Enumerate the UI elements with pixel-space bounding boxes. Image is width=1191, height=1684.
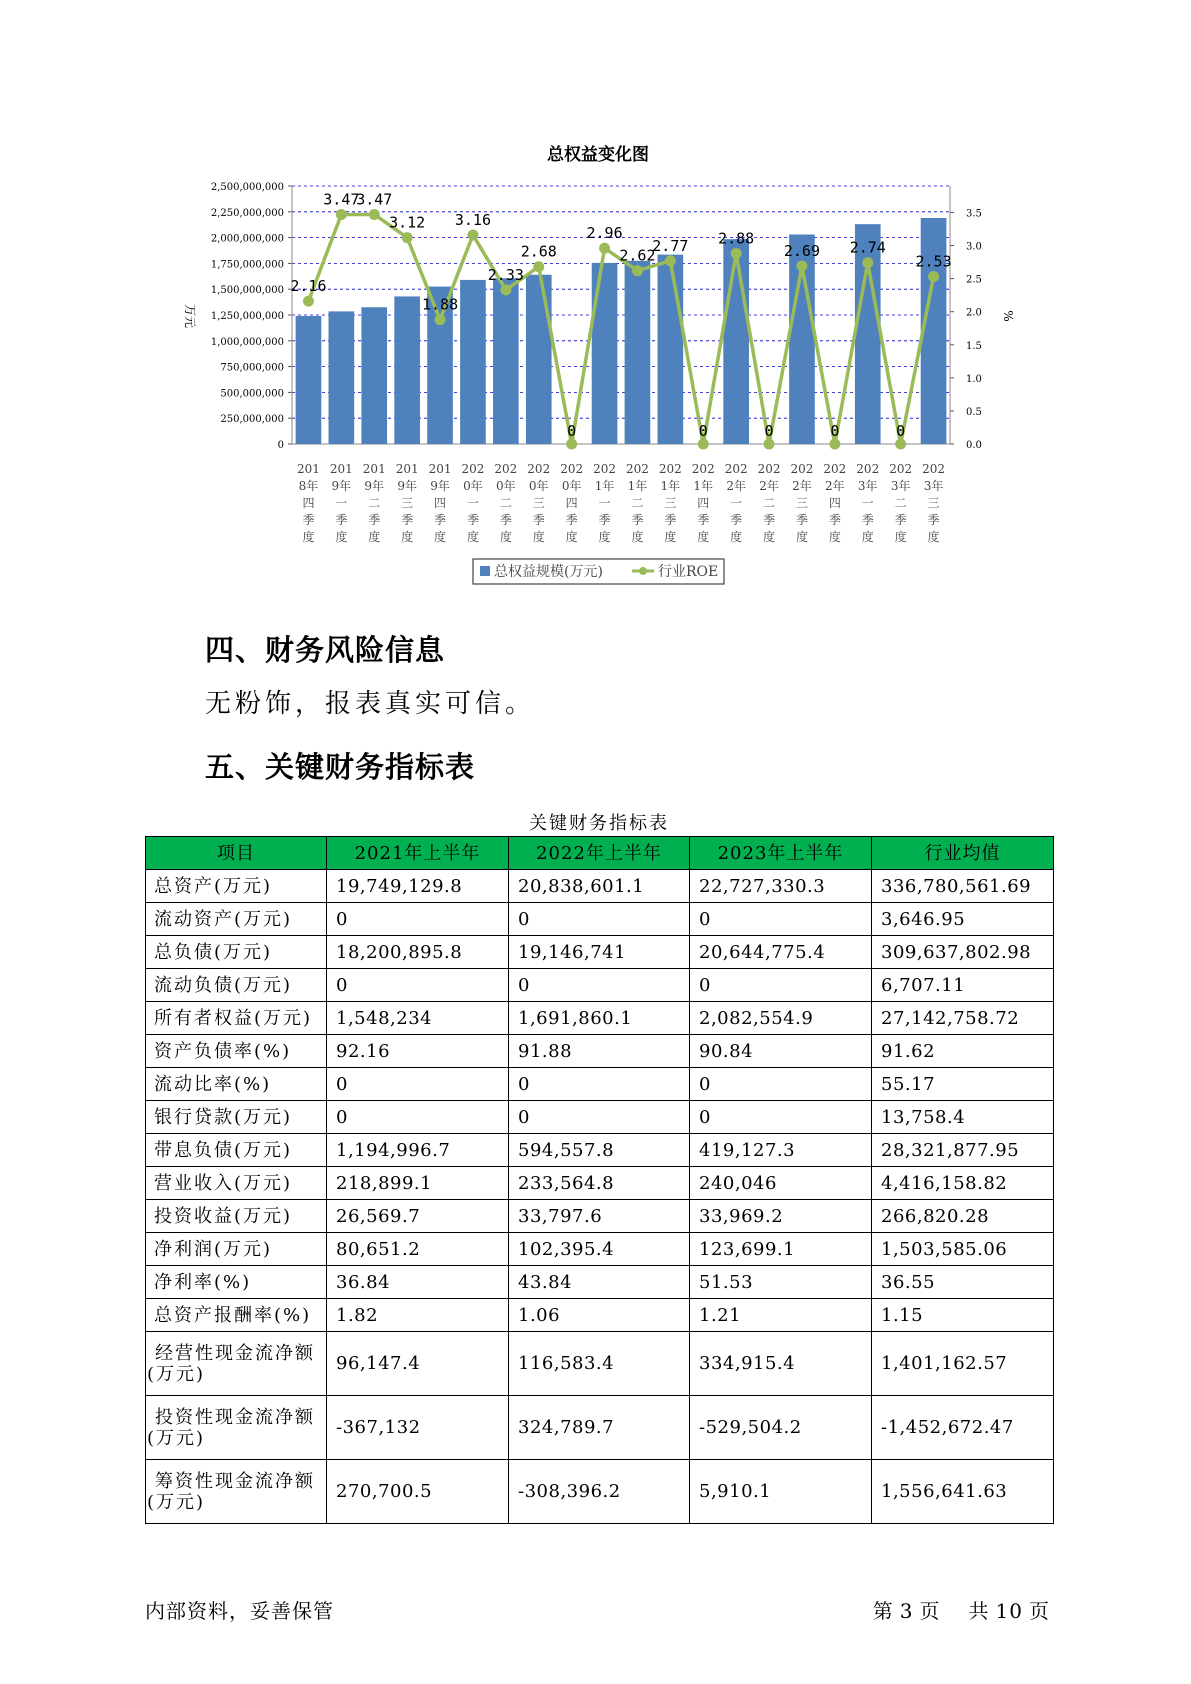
x-tick-label: 202 3年二季度 <box>889 462 913 544</box>
x-tick-label: 202 0年三季度 <box>527 462 551 544</box>
table-cell: 22,727,330.3 <box>690 870 872 903</box>
row-label: 流动资产(万元) <box>146 903 327 936</box>
y-tick-label: 1,750,000,000 <box>210 259 284 271</box>
y-tick-label: 1,250,000,000 <box>210 311 284 322</box>
table-cell: 13,758.4 <box>872 1101 1054 1134</box>
roe-point <box>731 248 742 259</box>
table-cell: 324,789.7 <box>509 1396 690 1460</box>
table-cell: 43.84 <box>509 1266 690 1299</box>
table-row <box>146 1396 1054 1460</box>
table-cell: -529,504.2 <box>690 1396 872 1460</box>
x-tick-label: 202 1年三季度 <box>658 462 682 544</box>
roe-point <box>500 284 511 295</box>
table-cell: 80,651.2 <box>327 1233 509 1266</box>
page-prefix: 第 <box>872 1599 894 1623</box>
row-label: 带息负债(万元) <box>146 1134 327 1167</box>
x-tick-label: 201 9年二季度 <box>362 462 386 544</box>
row-label: 净利率(%) <box>146 1266 327 1299</box>
total-prefix: 共 <box>968 1599 990 1623</box>
roe-data-label: 2.96 <box>586 224 623 243</box>
table-cell: 91.62 <box>872 1035 1054 1068</box>
roe-data-label: 0 <box>896 422 906 440</box>
table-cell: 1,548,234 <box>327 1002 509 1035</box>
table-cell: 1.06 <box>509 1299 690 1332</box>
table-cell: 0 <box>690 969 872 1002</box>
table-caption: 关键财务指标表 <box>529 813 669 834</box>
roe-point <box>632 265 643 276</box>
table-cell: 90.84 <box>690 1035 872 1068</box>
roe-point <box>402 232 413 243</box>
key-financial-indicators-table <box>145 836 1054 1524</box>
page-suffix: 页 <box>919 1599 941 1623</box>
legend-line-label: 行业ROE <box>658 564 719 580</box>
roe-point <box>369 209 380 220</box>
y-tick-label: 1,500,000,000 <box>210 285 284 297</box>
table-row <box>146 1299 1054 1332</box>
table-cell: 266,820.28 <box>872 1200 1054 1233</box>
y2-tick-label: 1.0 <box>966 373 982 385</box>
table-cell: 20,644,775.4 <box>690 936 872 969</box>
table-cell: 594,557.8 <box>509 1134 690 1167</box>
y2-tick-label: 0.0 <box>966 440 982 451</box>
roe-data-label: 1.88 <box>421 295 459 314</box>
table-cell: 1.15 <box>872 1299 1054 1332</box>
table-cell: 309,637,802.98 <box>872 936 1054 969</box>
bar <box>526 275 552 444</box>
table-cell: 270,700.5 <box>327 1460 509 1524</box>
x-tick-label: 201 9年四季度 <box>428 462 452 544</box>
table-cell: -367,132 <box>327 1396 509 1460</box>
table-cell: 334,915.4 <box>690 1332 872 1396</box>
roe-point <box>764 439 775 450</box>
roe-point <box>533 261 544 272</box>
header-2022h1: 2022年上半年 <box>509 837 690 870</box>
table-cell: 28,321,877.95 <box>872 1134 1054 1167</box>
table-cell: 336,780,561.69 <box>872 870 1054 903</box>
y-tick-label: 2,000,000,000 <box>210 233 284 245</box>
row-label: 总负债(万元) <box>146 936 327 969</box>
roe-data-label: 0 <box>698 422 708 440</box>
roe-point <box>599 243 610 254</box>
header-industry-avg: 行业均值 <box>872 837 1054 870</box>
table-cell: 19,749,129.8 <box>327 870 509 903</box>
header-2021h1: 2021年上半年 <box>327 837 509 870</box>
row-label: 营业收入(万元) <box>146 1167 327 1200</box>
table-cell: 19,146,741 <box>509 936 690 969</box>
table-cell: 1.21 <box>690 1299 872 1332</box>
y-tick-label: 2,250,000,000 <box>210 207 284 219</box>
y2-tick-label: 3.5 <box>966 208 982 220</box>
kfi-section-heading: 五、关键财务指标表 <box>205 750 476 784</box>
footer-page-indicator <box>870 1595 1053 1624</box>
table-cell: 0 <box>509 1068 690 1101</box>
x-tick-label: 202 0年四季度 <box>560 462 584 544</box>
table-cell: 91.88 <box>509 1035 690 1068</box>
row-label: 筹资性现金流净额(万元) <box>146 1460 327 1524</box>
roe-data-label: 2.88 <box>718 229 755 248</box>
table-cell: 1,503,585.06 <box>872 1233 1054 1266</box>
table-cell: 0 <box>509 1101 690 1134</box>
roe-data-label: 2.16 <box>290 277 327 296</box>
x-tick-label: 201 9年一季度 <box>329 462 353 544</box>
roe-point <box>467 229 478 240</box>
page-number: 3 <box>899 1599 914 1623</box>
table-cell: 27,142,758.72 <box>872 1002 1054 1035</box>
roe-point <box>829 439 840 450</box>
table-cell: 36.55 <box>872 1266 1054 1299</box>
row-label: 投资性现金流净额(万元) <box>146 1396 327 1460</box>
table-row <box>146 1332 1054 1396</box>
y2-tick-label: 2.0 <box>966 307 982 319</box>
x-tick-label: 202 3年三季度 <box>922 462 946 544</box>
x-tick-label: 202 0年一季度 <box>461 462 485 544</box>
table-row <box>146 1200 1054 1233</box>
table-cell: 55.17 <box>872 1068 1054 1101</box>
bar <box>658 255 684 444</box>
table-row <box>146 1002 1054 1035</box>
y-tick-label: 500,000,000 <box>220 388 284 400</box>
table-cell: 5,910.1 <box>690 1460 872 1524</box>
y-axis-label: 万元 <box>183 303 197 329</box>
table-cell: 3,646.95 <box>872 903 1054 936</box>
table-cell: 6,707.11 <box>872 969 1054 1002</box>
table-cell: 92.16 <box>327 1035 509 1068</box>
y2-tick-label: 2.5 <box>966 274 982 286</box>
legend-line-marker <box>639 567 647 575</box>
table-cell: -308,396.2 <box>509 1460 690 1524</box>
table-cell: 2,082,554.9 <box>690 1002 872 1035</box>
roe-data-label: 0 <box>830 422 840 440</box>
roe-data-label: 3.47 <box>356 190 393 209</box>
x-tick-label: 202 2年四季度 <box>823 462 847 544</box>
roe-point <box>928 271 939 282</box>
roe-data-label: 3.12 <box>389 213 426 232</box>
table-row <box>146 1134 1054 1167</box>
table-row <box>146 1068 1054 1101</box>
x-tick-label: 202 2年一季度 <box>724 462 748 544</box>
x-tick-label: 201 9年三季度 <box>395 462 419 544</box>
table-cell: 0 <box>690 1068 872 1101</box>
table-cell: 1,194,996.7 <box>327 1134 509 1167</box>
table-cell: 1,556,641.63 <box>872 1460 1054 1524</box>
roe-data-label: 2.33 <box>487 265 524 284</box>
table-cell: 4,416,158.82 <box>872 1167 1054 1200</box>
table-row <box>146 969 1054 1002</box>
table-row <box>146 1233 1054 1266</box>
table-cell: 233,564.8 <box>509 1167 690 1200</box>
row-label: 流动负债(万元) <box>146 969 327 1002</box>
x-tick-label: 202 1年四季度 <box>691 462 715 544</box>
footer-confidential-note: 内部资料，妥善保管 <box>145 1599 334 1623</box>
table-row <box>146 1266 1054 1299</box>
roe-data-label: 2.68 <box>520 242 557 261</box>
table-cell: 123,699.1 <box>690 1233 872 1266</box>
table-row <box>146 870 1054 903</box>
bar <box>460 280 486 444</box>
table-row <box>146 1101 1054 1134</box>
roe-point <box>698 439 709 450</box>
table-row <box>146 936 1054 969</box>
row-label: 资产负债率(%) <box>146 1035 327 1068</box>
row-label: 总资产报酬率(%) <box>146 1299 327 1332</box>
roe-point <box>665 255 676 266</box>
y-tick-label: 0 <box>277 440 284 451</box>
bar <box>296 316 322 444</box>
table-row <box>146 903 1054 936</box>
roe-data-label: 2.74 <box>849 238 886 257</box>
roe-data-label: 3.47 <box>323 190 360 209</box>
table-cell: 419,127.3 <box>690 1134 872 1167</box>
row-label: 总资产(万元) <box>146 870 327 903</box>
table-cell: 0 <box>509 903 690 936</box>
roe-point <box>303 296 314 307</box>
row-label: 投资收益(万元) <box>146 1200 327 1233</box>
x-tick-label: 202 2年三季度 <box>790 462 814 544</box>
roe-point <box>895 439 906 450</box>
x-tick-label: 202 3年一季度 <box>856 462 880 544</box>
roe-point <box>566 439 577 450</box>
total-pages: 10 <box>995 1599 1023 1623</box>
table-cell: 96,147.4 <box>327 1332 509 1396</box>
table-cell: 1.82 <box>327 1299 509 1332</box>
table-cell: 18,200,895.8 <box>327 936 509 969</box>
y2-axis-label: % <box>1001 310 1015 322</box>
table-cell: 0 <box>327 1068 509 1101</box>
table-cell: 0 <box>327 903 509 936</box>
roe-data-label: 2.53 <box>915 252 952 271</box>
table-cell: 26,569.7 <box>327 1200 509 1233</box>
table-cell: 102,395.4 <box>509 1233 690 1266</box>
table-row <box>146 1167 1054 1200</box>
header-2023h1: 2023年上半年 <box>690 837 872 870</box>
table-cell: -1,452,672.47 <box>872 1396 1054 1460</box>
x-tick-label: 202 0年二季度 <box>494 462 518 544</box>
roe-point <box>862 257 873 268</box>
table-cell: 0 <box>690 903 872 936</box>
table-cell: 240,046 <box>690 1167 872 1200</box>
risk-section-body: 无粉饰，报表真实可信。 <box>205 689 536 719</box>
roe-point <box>796 261 807 272</box>
legend-bar-label: 总权益规模(万元) <box>494 564 603 580</box>
table-row <box>146 1035 1054 1068</box>
y-tick-label: 2,500,000,000 <box>210 182 284 193</box>
x-tick-label: 202 1年二季度 <box>625 462 649 544</box>
risk-section-heading: 四、财务风险信息 <box>205 633 446 667</box>
bar <box>723 239 749 444</box>
x-tick-label: 202 2年二季度 <box>757 462 781 544</box>
x-tick-label: 202 1年一季度 <box>593 462 617 544</box>
roe-data-label: 2.69 <box>783 242 821 261</box>
table-cell: 116,583.4 <box>509 1332 690 1396</box>
bar <box>493 278 519 444</box>
table-cell: 0 <box>509 969 690 1002</box>
bar <box>855 224 881 444</box>
row-label: 所有者权益(万元) <box>146 1002 327 1035</box>
roe-data-label: 3.16 <box>454 210 492 229</box>
table-cell: 0 <box>327 969 509 1002</box>
bar <box>361 307 387 444</box>
roe-data-label: 2.77 <box>652 236 689 255</box>
table-header-row <box>146 837 1054 870</box>
table-row <box>146 1460 1054 1524</box>
row-label: 银行贷款(万元) <box>146 1101 327 1134</box>
bar <box>329 311 355 444</box>
table-cell: 0 <box>690 1101 872 1134</box>
bar <box>394 296 420 444</box>
table-cell: 51.53 <box>690 1266 872 1299</box>
roe-point <box>435 314 446 325</box>
table-cell: 33,797.6 <box>509 1200 690 1233</box>
y-tick-label: 1,000,000,000 <box>210 336 284 348</box>
roe-data-label: 2.62 <box>619 246 656 265</box>
legend-bar-swatch <box>480 566 490 576</box>
row-label: 经营性现金流净额(万元) <box>146 1332 327 1396</box>
roe-point <box>336 209 347 220</box>
roe-data-label: 0 <box>567 422 577 440</box>
table-cell: 1,691,860.1 <box>509 1002 690 1035</box>
table-cell: 36.84 <box>327 1266 509 1299</box>
x-tick-label: 201 8年四季度 <box>296 462 320 544</box>
y2-tick-label: 0.5 <box>966 406 982 418</box>
table-cell: 33,969.2 <box>690 1200 872 1233</box>
total-suffix: 页 <box>1029 1599 1050 1623</box>
roe-data-label: 0 <box>764 422 774 440</box>
row-label: 净利润(万元) <box>146 1233 327 1266</box>
bar <box>592 263 618 444</box>
table-cell: 1,401,162.57 <box>872 1332 1054 1396</box>
chart-title: 总权益变化图 <box>547 145 649 165</box>
y-tick-label: 750,000,000 <box>220 362 284 374</box>
y2-tick-label: 3.0 <box>966 241 982 253</box>
bar <box>625 261 651 444</box>
table-cell: 0 <box>327 1101 509 1134</box>
table-cell: 20,838,601.1 <box>509 870 690 903</box>
row-label: 流动比率(%) <box>146 1068 327 1101</box>
y2-tick-label: 1.5 <box>966 340 982 352</box>
header-item: 项目 <box>146 837 327 870</box>
y-tick-label: 250,000,000 <box>220 414 284 426</box>
table-cell: 218,899.1 <box>327 1167 509 1200</box>
equity-chart <box>0 0 1191 600</box>
